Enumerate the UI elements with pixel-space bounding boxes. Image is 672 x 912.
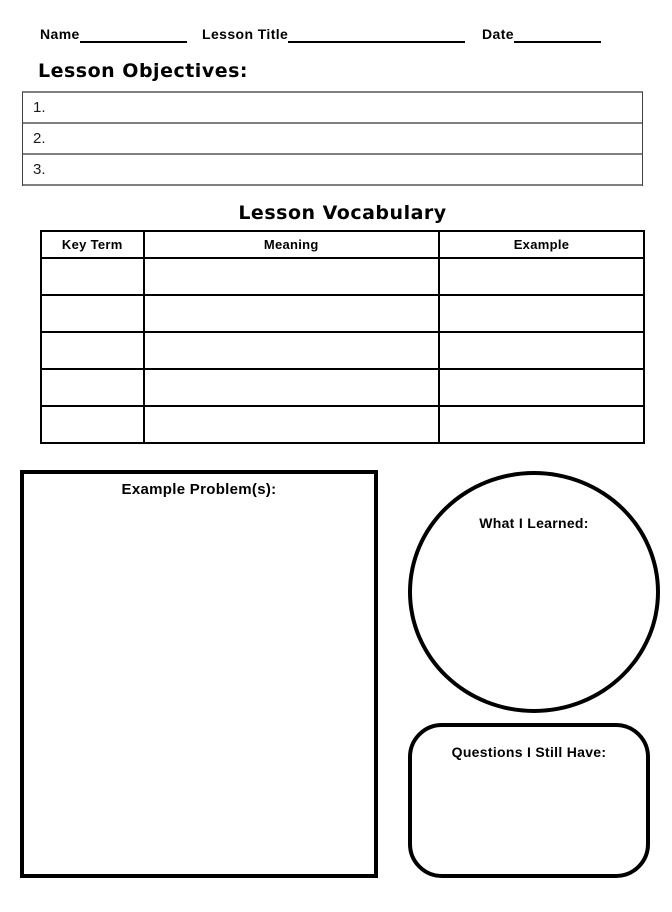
what-i-learned-heading: What I Learned: (479, 515, 589, 531)
name-blank-line[interactable] (80, 28, 187, 43)
objective-row-3[interactable] (23, 155, 642, 186)
vocab-cell-key-term[interactable] (41, 332, 144, 369)
vocab-header-row (41, 231, 644, 258)
example-problems-box[interactable] (20, 470, 378, 878)
vocab-row-5 (41, 406, 644, 443)
objective-row-2[interactable] (23, 124, 642, 155)
example-problems-heading: Example Problem(s): (121, 481, 277, 498)
vocab-header-example: Example (439, 231, 644, 258)
vocab-row-4 (41, 369, 644, 406)
lesson-title-blank-line[interactable] (288, 28, 465, 43)
vocab-cell-key-term[interactable] (41, 258, 144, 295)
vocab-cell-example[interactable] (439, 295, 644, 332)
objective-number-2: 2. (33, 130, 46, 147)
vocab-cell-example[interactable] (439, 258, 644, 295)
vocab-cell-meaning[interactable] (144, 369, 439, 406)
lesson-title-label: Lesson Title (202, 26, 289, 42)
vocab-header-meaning: Meaning (144, 231, 439, 258)
what-i-learned-circle[interactable] (408, 471, 660, 713)
vocab-cell-key-term[interactable] (41, 406, 144, 443)
vocab-cell-meaning[interactable] (144, 406, 439, 443)
vocab-cell-key-term[interactable] (41, 295, 144, 332)
objectives-table (22, 91, 643, 186)
lesson-title-field (202, 26, 465, 43)
vocab-row-3 (41, 332, 644, 369)
vocabulary-heading: Lesson Vocabulary (238, 202, 447, 224)
objective-number-3: 3. (33, 161, 46, 178)
vocab-row-2 (41, 295, 644, 332)
date-blank-line[interactable] (514, 28, 601, 43)
objective-number-1: 1. (33, 99, 46, 116)
questions-heading: Questions I Still Have: (451, 744, 607, 760)
date-label: Date (482, 26, 514, 42)
questions-box[interactable] (408, 723, 650, 878)
name-label: Name (40, 26, 80, 42)
vocabulary-table (40, 230, 645, 444)
vocab-cell-key-term[interactable] (41, 369, 144, 406)
vocab-cell-example[interactable] (439, 332, 644, 369)
vocab-cell-meaning[interactable] (144, 258, 439, 295)
vocab-header-key-term: Key Term (41, 231, 144, 258)
date-field (482, 26, 601, 43)
vocab-row-1 (41, 258, 644, 295)
vocab-cell-example[interactable] (439, 406, 644, 443)
vocab-cell-example[interactable] (439, 369, 644, 406)
objectives-heading: Lesson Objectives: (38, 60, 248, 82)
name-field (40, 26, 187, 43)
vocab-cell-meaning[interactable] (144, 295, 439, 332)
objective-row-1[interactable] (23, 93, 642, 124)
vocab-cell-meaning[interactable] (144, 332, 439, 369)
